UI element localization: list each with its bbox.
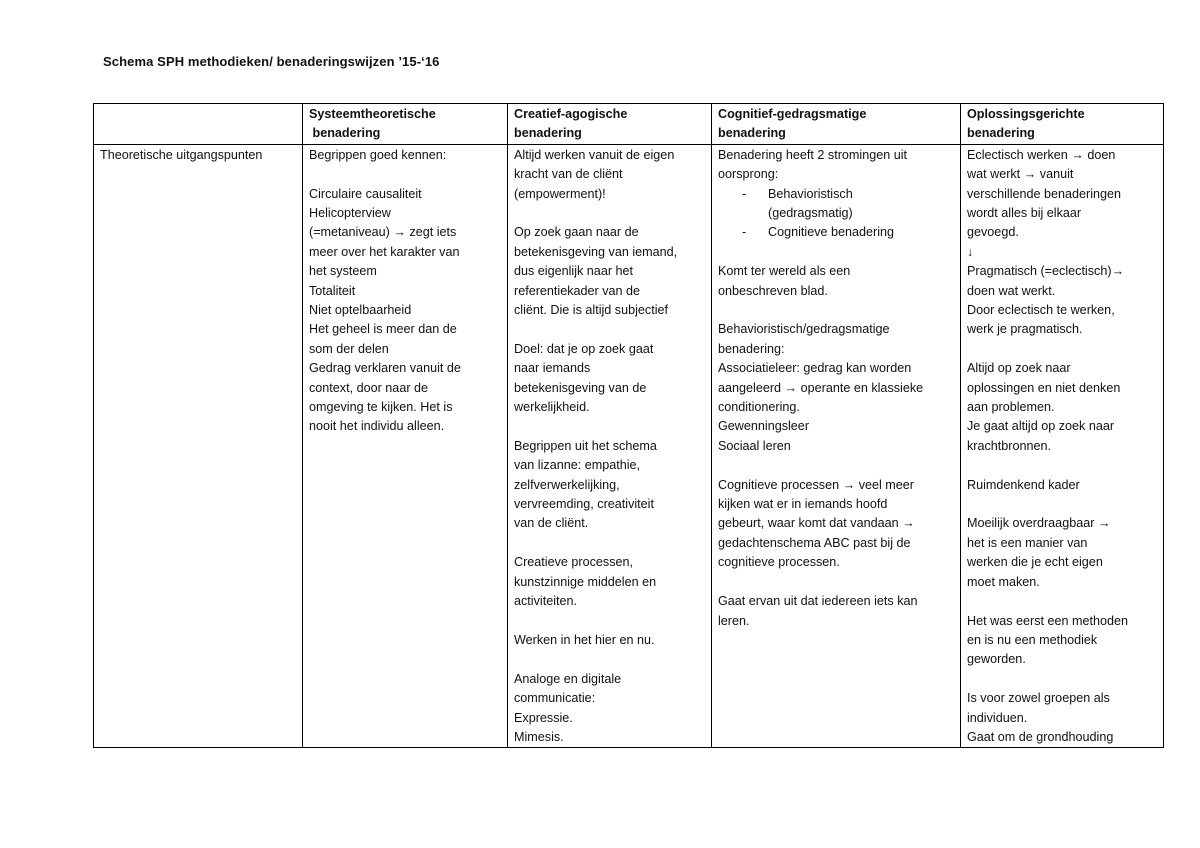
text-line: individuen. bbox=[967, 710, 1028, 725]
bullet-list bbox=[718, 185, 954, 243]
text-line: Ruimdenkend kader bbox=[967, 477, 1080, 492]
table-row-theoretische-uitgangspunten bbox=[94, 144, 1164, 748]
methodieken-table bbox=[93, 103, 1164, 748]
bullet-dash: - bbox=[742, 186, 747, 201]
text-line: en is nu een methodiek bbox=[967, 632, 1098, 647]
text-line: van lizanne: empathie, bbox=[514, 458, 641, 473]
text-line bbox=[514, 650, 705, 669]
text-line: omgeving te kijken. Het is bbox=[309, 400, 453, 415]
text-line bbox=[514, 612, 705, 631]
text-line bbox=[718, 456, 954, 475]
text-line: Associatieleer: gedrag kan worden bbox=[718, 361, 912, 376]
text-line: Begrippen uit het schema bbox=[514, 438, 657, 453]
header-creatief-agogische bbox=[508, 104, 712, 145]
text-line: Is voor zowel groepen als bbox=[967, 691, 1110, 706]
text-line: (empowerment)! bbox=[514, 186, 606, 201]
text-line: krachtbronnen. bbox=[967, 438, 1052, 453]
text-line bbox=[514, 320, 705, 339]
text-line: som der delen bbox=[309, 341, 389, 356]
text-line: Gedrag verklaren vanuit de bbox=[309, 361, 461, 376]
text-line: gevoegd. bbox=[967, 225, 1019, 240]
text-line: cliënt. Die is altijd subjectief bbox=[514, 303, 668, 318]
text-line: Op zoek gaan naar de bbox=[514, 225, 639, 240]
bullet-item bbox=[718, 185, 954, 224]
text-line bbox=[718, 243, 954, 262]
text-line: conditionering. bbox=[718, 400, 800, 415]
text-line: vervreemding, creativiteit bbox=[514, 497, 654, 512]
text-line: Gaat ervan uit dat iedereen iets kan bbox=[718, 594, 918, 609]
text-line: Creatieve processen, bbox=[514, 555, 634, 570]
text-line: geworden. bbox=[967, 652, 1026, 667]
text-line: referentiekader van de bbox=[514, 283, 641, 298]
text-line: Benadering heeft 2 stromingen uit bbox=[718, 147, 908, 162]
text-line: Gewenningsleer bbox=[718, 419, 810, 434]
text-line: doen wat werkt. bbox=[967, 283, 1056, 298]
header-systeemtheoretische bbox=[303, 104, 508, 145]
text-line bbox=[718, 301, 954, 320]
text-line: benadering: bbox=[718, 341, 785, 356]
text-line: leren. bbox=[718, 613, 750, 628]
text-line: ↓ bbox=[967, 244, 974, 259]
text-line: Werken in het hier en nu. bbox=[514, 632, 655, 647]
text-line: meer over het karakter van bbox=[309, 244, 460, 259]
text-line: wat werkt → vanuit bbox=[967, 167, 1074, 182]
text-line: naar iemands bbox=[514, 361, 591, 376]
text-line: (=metaniveau) → zegt iets bbox=[309, 225, 457, 240]
text-line: wordt alles bij elkaar bbox=[967, 206, 1082, 221]
text-line bbox=[514, 534, 705, 553]
text-line: Moeilijk overdraagbaar → bbox=[967, 516, 1111, 531]
text-line: Totaliteit bbox=[309, 283, 356, 298]
header-cell-empty bbox=[94, 104, 303, 145]
text-line: Gaat om de grondhouding bbox=[967, 729, 1114, 744]
header-line: Cognitief-gedragsmatige bbox=[718, 107, 867, 121]
header-line: benadering bbox=[718, 126, 786, 141]
text-line: kijken wat er in iemands hoofd bbox=[718, 497, 888, 512]
text-line: oplossingen en niet denken bbox=[967, 380, 1121, 395]
text-line: Door eclectisch te werken, bbox=[967, 303, 1115, 318]
text-line: Mimesis. bbox=[514, 729, 564, 744]
text-line: kracht van de cliënt bbox=[514, 167, 623, 182]
text-line: het systeem bbox=[309, 264, 377, 279]
bullet-text: Cognitieve benadering bbox=[768, 225, 895, 240]
bullet-item bbox=[718, 223, 954, 242]
header-line: Creatief-agogische bbox=[514, 107, 628, 121]
text-line: Begrippen goed kennen: bbox=[309, 147, 447, 162]
row-label: Theoretische uitgangspunten bbox=[100, 147, 263, 162]
table-header-row bbox=[94, 104, 1164, 145]
text-line: Altijd werken vanuit de eigen bbox=[514, 147, 675, 162]
text-line: verschillende benaderingen bbox=[967, 186, 1122, 201]
text-line: moet maken. bbox=[967, 574, 1040, 589]
header-cognitief-gedragsmatige bbox=[712, 104, 961, 145]
text-line: oorsprong: bbox=[718, 167, 779, 182]
text-line: communicatie: bbox=[514, 691, 596, 706]
text-line: Behavioristisch/gedragsmatige bbox=[718, 322, 890, 337]
text-line: aan problemen. bbox=[967, 400, 1055, 415]
text-line: Doel: dat je op zoek gaat bbox=[514, 341, 654, 356]
text-line: aangeleerd → operante en klassieke bbox=[718, 380, 924, 395]
text-line: Komt ter wereld als een bbox=[718, 264, 851, 279]
text-line: betekenisgeving van de bbox=[514, 380, 647, 395]
text-line: Analoge en digitale bbox=[514, 671, 622, 686]
text-line bbox=[718, 573, 954, 592]
text-line: Helicopterview bbox=[309, 206, 391, 221]
document-title: Schema SPH methodieken/ benaderingswijzen ’15-‘16 bbox=[103, 54, 440, 69]
text-line bbox=[967, 495, 1157, 514]
text-line: Circulaire causaliteit bbox=[309, 186, 422, 201]
text-line: Eclectisch werken → doen bbox=[967, 147, 1116, 162]
text-line bbox=[514, 417, 705, 436]
bullet-text: (gedragsmatig) bbox=[768, 206, 853, 221]
text-line: zelfverwerkelijking, bbox=[514, 477, 620, 492]
text-line bbox=[514, 204, 705, 223]
text-line: Het was eerst een methoden bbox=[967, 613, 1129, 628]
cell-oplossingsgerichte bbox=[961, 144, 1164, 748]
text-line bbox=[967, 456, 1157, 475]
text-line bbox=[967, 670, 1157, 689]
text-line: Niet optelbaarheid bbox=[309, 303, 412, 318]
text-line: gebeurt, waar komt dat vandaan → bbox=[718, 516, 915, 531]
cell-intro bbox=[718, 146, 954, 185]
cell-body bbox=[718, 243, 954, 631]
text-line: Het geheel is meer dan de bbox=[309, 322, 457, 337]
cell-cognitief-gedragsmatige bbox=[712, 144, 961, 748]
text-line bbox=[967, 340, 1157, 359]
text-line: Expressie. bbox=[514, 710, 573, 725]
header-line: benadering bbox=[967, 126, 1035, 141]
text-line: gedachtenschema ABC past bij de bbox=[718, 535, 911, 550]
text-line: Je gaat altijd op zoek naar bbox=[967, 419, 1115, 434]
text-line: werk je pragmatisch. bbox=[967, 322, 1083, 337]
text-line: nooit het individu alleen. bbox=[309, 419, 445, 434]
text-line: het is een manier van bbox=[967, 535, 1088, 550]
text-line: activiteiten. bbox=[514, 594, 577, 609]
text-line: Altijd op zoek naar bbox=[967, 361, 1071, 376]
text-line: werken die je echt eigen bbox=[967, 555, 1103, 570]
cell-creatief-agogische bbox=[508, 144, 712, 748]
text-line bbox=[967, 592, 1157, 611]
text-line: van de cliënt. bbox=[514, 516, 589, 531]
bullet-text: Behavioristisch bbox=[768, 186, 853, 201]
text-line: Pragmatisch (=eclectisch)→ bbox=[967, 264, 1125, 279]
header-line: Oplossingsgerichte bbox=[967, 107, 1085, 121]
header-oplossingsgerichte bbox=[961, 104, 1164, 145]
bullet-dash: - bbox=[742, 225, 747, 240]
header-line: benadering bbox=[309, 126, 381, 141]
text-line: cognitieve processen. bbox=[718, 555, 840, 570]
row-label-cell bbox=[94, 144, 303, 748]
cell-systeemtheoretische bbox=[303, 144, 508, 748]
text-line: dus eigenlijk naar het bbox=[514, 264, 634, 279]
text-line: werkelijkheid. bbox=[514, 400, 590, 415]
text-line: Sociaal leren bbox=[718, 438, 791, 453]
text-line: Cognitieve processen → veel meer bbox=[718, 477, 914, 492]
text-line: onbeschreven blad. bbox=[718, 283, 828, 298]
header-line: benadering bbox=[514, 126, 582, 141]
text-line: betekenisgeving van iemand, bbox=[514, 244, 678, 259]
header-line: Systeemtheoretische bbox=[309, 107, 436, 121]
text-line: context, door naar de bbox=[309, 380, 429, 395]
text-line bbox=[309, 165, 501, 184]
text-line: kunstzinnige middelen en bbox=[514, 574, 657, 589]
